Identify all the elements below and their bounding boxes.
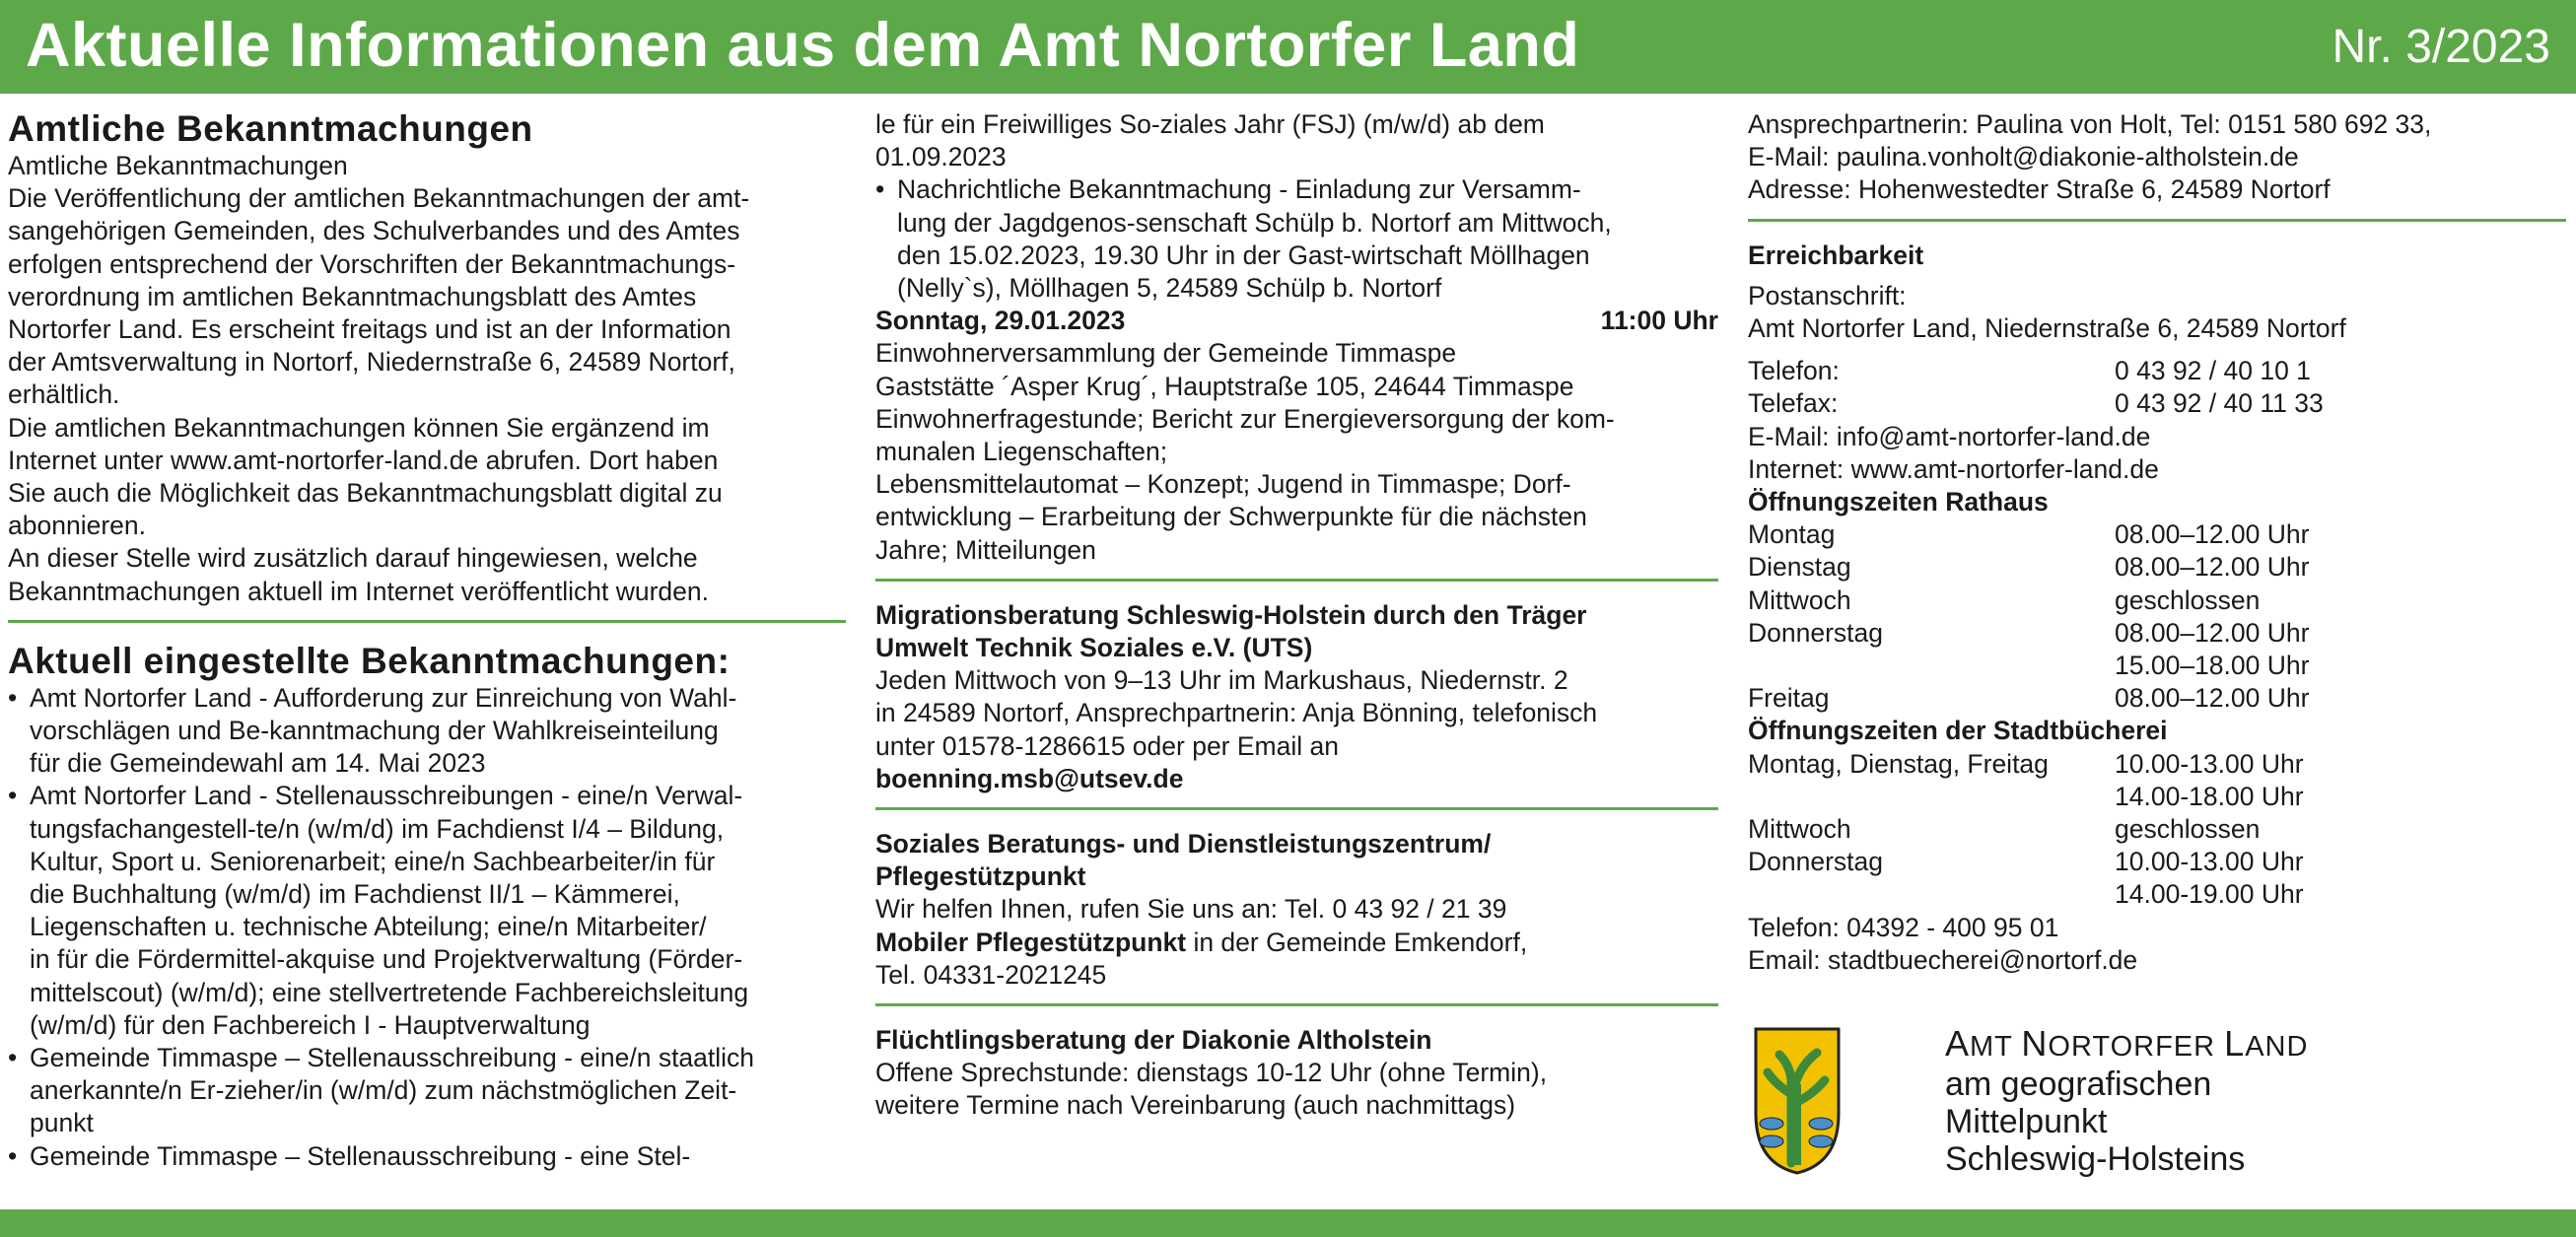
text-line: Amt Nortorfer Land - Stellenausschreibungen - eine/n Verwal- (30, 781, 743, 811)
list-item: • Nachrichtliche Bekanntmachung - Einladung zur Versamm- lung der Jagdgenos-senschaft Schülp b. Nortorf am Mittwoch, den 15.02.2023, 19.30 Uhr in der Gast-wirtschaft Möllhagen (Nelly`s), Möllhagen 5, 24589 Schülp b. Nortorf (875, 173, 1718, 305)
header-banner (0, 0, 2576, 94)
text-line: Pflegestützpunkt (875, 861, 1086, 892)
mobile-care-label: Mobiler Pflegestützpunkt (875, 927, 1187, 957)
text-line: den 15.02.2023, 19.30 Uhr in der Gast-wirtschaft Möllhagen (897, 240, 1590, 270)
hours-time: 10.00-13.00 Uhr (2115, 847, 2304, 877)
mobile-care-line (875, 927, 1718, 959)
list-item (8, 1042, 846, 1140)
text-line: Gemeinde Timmaspe – Stellenausschreibung - eine Stel- (30, 1140, 691, 1171)
hours-time: 14.00-19.00 Uhr (2115, 879, 2304, 910)
text-line: anerkannte/n Er-zieher/in (w/m/d) zum nächstmöglichen Zeit- (30, 1075, 737, 1106)
text-line: Gemeinde Timmaspe – Stellenausschreibung - eine/n staatlich (30, 1043, 755, 1073)
text-line: am geografischen (1945, 1065, 2212, 1103)
logo-tagline (1945, 1065, 2308, 1178)
migration-heading (875, 599, 1718, 664)
refugee-heading: Flüchtlingsberatung der Diakonie Altholstein (875, 1025, 1432, 1056)
bullet-icon: • (8, 1140, 18, 1171)
hours-day: Freitag (1748, 683, 1830, 714)
list-item (8, 682, 846, 781)
library-hours (1748, 748, 2566, 912)
text-line: Lebensmittelautomat – Konzept; Jugend in Timmaspe; Dorf- (875, 469, 1571, 500)
text-line: Umwelt Technik Soziales e.V. (UTS) (875, 633, 1313, 663)
issue-number: Nr. 3/2023 (2332, 21, 2550, 73)
townhall-hours-heading: Öffnungszeiten Rathaus (1748, 487, 2049, 517)
post-label: Postanschrift: (1748, 280, 1907, 310)
column-1 (8, 108, 846, 1173)
hours-day: Montag, Dienstag, Freitag (1748, 748, 2049, 779)
library-hours-heading: Öffnungszeiten der Stadtbücherei (1748, 716, 2168, 746)
refugee-text (875, 1057, 1718, 1122)
bullet-icon: • (8, 781, 18, 811)
event-date: Sonntag, 29.01.2023 (875, 306, 1126, 336)
text-line: Ansprechpartnerin: Paulina von Holt, Tel: 0151 580 692 33, (1748, 109, 2432, 139)
logo-text (1945, 1025, 2308, 1178)
divider (875, 807, 1718, 810)
divider (1748, 219, 2566, 222)
text-line: Soziales Beratungs- und Dienstleistungszentrum/ (875, 829, 1492, 859)
hours-day: Montag (1748, 519, 1836, 550)
text-line: munalen Liegenschaften; (875, 437, 1168, 467)
text-line: der Amtsverwaltung in Nortorf, Niedernstraße 6, 24589 Nortorf, (8, 347, 735, 378)
event-header (875, 305, 1718, 337)
text-line: Einwohnerversammlung der Gemeinde Timmaspe (875, 338, 1457, 369)
internet-line: Internet: www.amt-nortorfer-land.de (1748, 453, 2159, 484)
bullet-icon: • (8, 682, 18, 713)
section-heading-official: Amtliche Bekanntmachungen (8, 108, 533, 149)
text-line: 01.09.2023 (875, 142, 1007, 172)
text-line: erhältlich. (8, 379, 120, 410)
hours-time: 10.00-13.00 Uhr (2115, 748, 2304, 779)
hours-time: 14.00-18.00 Uhr (2115, 781, 2304, 811)
social-center-phone: Wir helfen Ihnen, rufen Sie uns an: Tel. 0 43 92 / 21 39 (875, 894, 1507, 925)
text-line: für die Gemeindewahl am 14. Mai 2023 (30, 748, 486, 779)
text-line: Offene Sprechstunde: dienstags 10-12 Uhr (ohne Termin), (875, 1058, 1548, 1088)
text-line: E-Mail: paulina.vonholt@diakonie-altholstein.de (1748, 142, 2299, 172)
text-line: erfolgen entsprechend der Vorschriften der Bekanntmachungs- (8, 248, 736, 279)
logo-name: AMT NORTORFER LAND (1945, 1023, 2309, 1064)
text-line: mittelscout) (w/m/d); eine stellvertretende Fachbereichsleitung (30, 977, 749, 1007)
library-phone: Telefon: 04392 - 400 95 01 (1748, 912, 2059, 942)
text-line: le für ein Freiwilliges So-ziales Jahr (FSJ) (m/w/d) ab dem (875, 109, 1545, 139)
hours-day (1748, 650, 2115, 682)
text-line: in für die Fördermittel-akquise und Projektverwaltung (Förder- (30, 944, 743, 975)
hours-day (1748, 781, 2115, 813)
hours-day: Donnerstag (1748, 617, 1884, 648)
notice-continuation (875, 108, 1718, 173)
text-line: Internet unter www.amt-nortorfer-land.de abrufen. Dort haben (8, 445, 719, 475)
text-line: Adresse: Hohenwestedter Straße 6, 24589 Nortorf (1748, 174, 2331, 205)
divider (8, 620, 846, 623)
post-address: Amt Nortorfer Land, Niedernstraße 6, 24589 Nortorf (1748, 313, 2346, 344)
hours-time: 15.00–18.00 Uhr (2115, 651, 2310, 681)
text-line: unter 01578-1286615 oder per Email an (875, 730, 1339, 761)
text-line: punkt (30, 1108, 94, 1138)
mobile-care-location: in der Gemeinde Emkendorf, (1186, 927, 1528, 957)
social-center-heading (875, 828, 1718, 893)
amt-logo (1748, 1023, 2566, 1178)
text-line: Sie auch die Möglichkeit das Bekanntmachungsblatt digital zu (8, 478, 723, 509)
hours-day: Mittwoch (1748, 584, 1851, 615)
townhall-hours (1748, 518, 2566, 715)
reach-heading: Erreichbarkeit (1748, 240, 1924, 270)
hours-time: 08.00–12.00 Uhr (2115, 552, 2310, 583)
hours-time: 08.00–12.00 Uhr (2115, 519, 2310, 550)
library-email: Email: stadtbuecherei@nortorf.de (1748, 944, 2138, 975)
event-time: 11:00 Uhr (1600, 306, 1718, 336)
hours-day: Donnerstag (1748, 847, 1884, 877)
phone-block (1748, 355, 2566, 420)
list-item (8, 780, 846, 1042)
hours-time: geschlossen (2115, 814, 2261, 845)
refugee-contact (1748, 108, 2566, 207)
text-line: Gaststätte ´Asper Krug´, Hauptstraße 105, 24644 Timmaspe (875, 371, 1574, 401)
event-text (875, 337, 1718, 566)
page-title: Aktuelle Informationen aus dem Amt Nortorfer Land (26, 11, 1580, 80)
phone-label: Telefon: (1748, 356, 1840, 386)
section-heading-current: Aktuell eingestellte Bekanntmachungen: (8, 640, 731, 681)
text-line: sangehörigen Gemeinden, des Schulverbandes und des Amtes (8, 216, 740, 246)
text-line: Schleswig-Holsteins (1945, 1140, 2246, 1178)
column-3 (1748, 108, 2566, 977)
hours-day (1748, 878, 2115, 911)
fax-label: Telefax: (1748, 388, 1839, 419)
column-2 (875, 108, 1718, 1123)
text-line: Bekanntmachungen aktuell im Internet veröffentlicht wurden. (8, 576, 710, 606)
text-line: An dieser Stelle wird zusätzlich darauf hingewiesen, welche (8, 543, 698, 574)
text-line: Mittelpunkt (1945, 1103, 2108, 1140)
text-line: Nachrichtliche Bekanntmachung - Einladung zur Versamm- (897, 174, 1581, 205)
text-line: abonnieren. (8, 511, 146, 541)
text-line: Liegenschaften u. technische Abteilung; eine/n Mitarbeiter/ (30, 912, 707, 942)
hours-day: Mittwoch (1748, 814, 1851, 845)
text-line: Jeden Mittwoch von 9–13 Uhr im Markushaus, Niedernstr. 2 (875, 665, 1568, 696)
hours-time: 08.00–12.00 Uhr (2115, 617, 2310, 648)
footer-bar (0, 1209, 2576, 1237)
phone-value: 0 43 92 / 40 10 1 (2115, 356, 2311, 386)
migration-text (875, 664, 1718, 763)
coat-of-arms-icon (1752, 1025, 1843, 1175)
text-line: Amtliche Bekanntmachungen (8, 151, 348, 180)
hours-time: geschlossen (2115, 584, 2261, 615)
text-line: (w/m/d) für den Fachbereich I - Hauptverwaltung (30, 1009, 591, 1040)
fax-value: 0 43 92 / 40 11 33 (2115, 388, 2324, 419)
text-line: vorschlägen und Be-kanntmachung der Wahlkreiseinteilung (30, 716, 719, 746)
list-item (8, 1140, 846, 1173)
hours-time: 08.00–12.00 Uhr (2115, 683, 2310, 714)
text-line: verordnung im amtlichen Bekanntmachungsblatt des Amtes (8, 281, 697, 311)
official-notice-text (8, 150, 846, 608)
current-notices-list (8, 682, 846, 1173)
migration-email: boenning.msb@utsev.de (875, 763, 1184, 793)
text-line: Einwohnerfragestunde; Bericht zur Energieversorgung der kom- (875, 403, 1615, 434)
notice-list (875, 173, 1718, 305)
text-line: Die amtlichen Bekanntmachungen können Sie ergänzend im (8, 412, 710, 443)
text-line: lung der Jagdgenos-senschaft Schülp b. Nortorf am Mittwoch, (897, 207, 1612, 238)
text-line: weitere Termine nach Vereinbarung (auch nachmittags) (875, 1090, 1516, 1121)
email-line: E-Mail: info@amt-nortorfer-land.de (1748, 421, 2151, 451)
text-line: (Nelly`s), Möllhagen 5, 24589 Schülp b. Nortorf (897, 273, 1442, 304)
text-line: in 24589 Nortorf, Ansprechpartnerin: Anja Bönning, telefonisch (875, 698, 1598, 728)
text-line: Migrationsberatung Schleswig-Holstein durch den Träger (875, 599, 1587, 630)
text-line: Die Veröffentlichung der amtlichen Bekanntmachungen der amt- (8, 183, 750, 214)
text-line: Jahre; Mitteilungen (875, 534, 1096, 565)
text-line: Kultur, Sport u. Seniorenarbeit; eine/n Sachbearbeiter/in für (30, 846, 716, 876)
hours-day: Dienstag (1748, 552, 1851, 583)
text-line: die Buchhaltung (w/m/d) im Fachdienst II/1 – Kämmerei, (30, 879, 680, 910)
divider (875, 1003, 1718, 1006)
mobile-care-phone: Tel. 04331-2021245 (875, 959, 1107, 990)
text-line: Amt Nortorfer Land - Aufforderung zur Einreichung von Wahl- (30, 682, 737, 713)
bullet-icon: • (8, 1043, 18, 1073)
text-line: Nortorfer Land. Es erscheint freitags und ist an der Information (8, 314, 731, 345)
text-line: entwicklung – Erarbeitung der Schwerpunkte für die nächsten (875, 502, 1587, 532)
divider (875, 579, 1718, 582)
text-line: tungsfachangestell-te/n (w/m/d) im Fachdienst I/4 – Bildung, (30, 813, 725, 844)
